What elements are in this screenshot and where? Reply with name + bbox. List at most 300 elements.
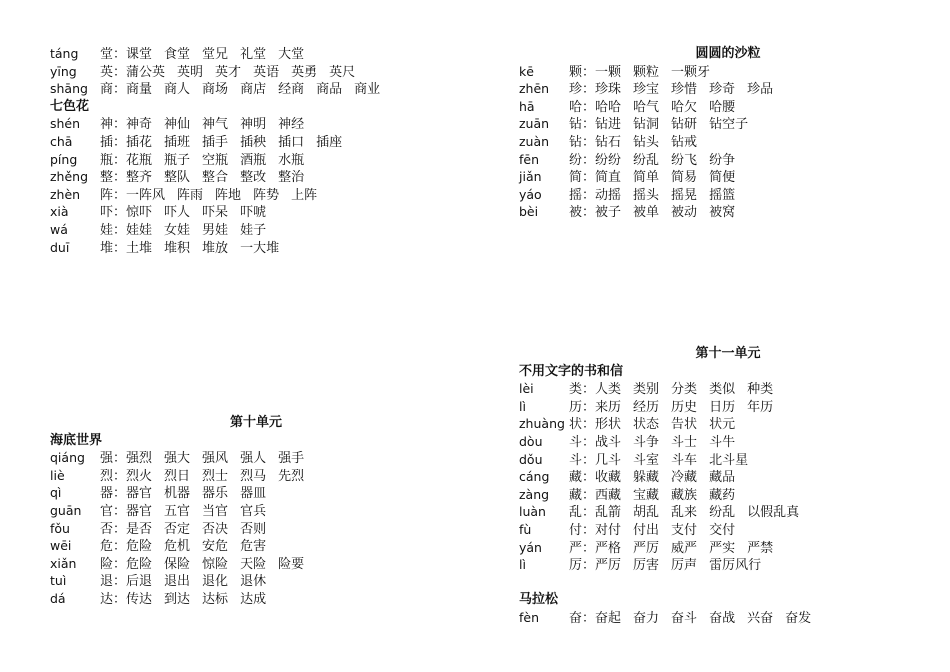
word: 钻石	[595, 134, 622, 150]
pinyin: jiǎn	[519, 169, 542, 185]
left-top-list	[50, 45, 470, 98]
word: 斗争	[633, 434, 660, 450]
pinyin: yīng	[50, 63, 77, 79]
vocab-line	[519, 503, 939, 521]
word: 珍品	[747, 82, 774, 98]
word: 一大堆	[240, 240, 280, 256]
vocab-line	[50, 186, 470, 204]
word: 上阵	[291, 187, 318, 203]
word: 来历	[595, 399, 622, 415]
character: 藏：	[569, 487, 596, 503]
character: 严：	[569, 540, 596, 556]
character: 英：	[100, 64, 127, 80]
word: 达成	[240, 591, 267, 607]
vocab-line	[519, 98, 939, 116]
word: 收藏	[595, 470, 622, 486]
vocab-line	[519, 433, 939, 451]
word: 奋发	[785, 610, 812, 626]
word: 蒲公英	[126, 64, 166, 80]
right-column-lower	[519, 345, 939, 627]
pinyin: duī	[50, 239, 70, 255]
character: 瓶：	[100, 152, 127, 168]
word: 种类	[747, 382, 774, 398]
vocab-line	[50, 502, 470, 520]
vocab-line	[50, 239, 470, 257]
word: 严格	[595, 540, 622, 556]
word: 纷争	[709, 152, 736, 168]
vocab-line	[50, 449, 470, 467]
word: 一颗牙	[671, 64, 711, 80]
word: 战斗	[595, 434, 622, 450]
word: 躲藏	[633, 470, 660, 486]
word: 食堂	[164, 47, 191, 62]
word: 惊吓	[126, 205, 153, 221]
vocab-line	[519, 609, 939, 627]
word: 器乐	[202, 486, 229, 502]
word: 英语	[253, 64, 280, 80]
word: 胡乱	[633, 505, 660, 521]
word: 厉害	[633, 558, 660, 574]
lesson-malasong-list	[519, 609, 939, 627]
word: 纷乱	[633, 152, 660, 168]
pinyin: fèn	[519, 609, 540, 625]
word: 英明	[177, 64, 204, 80]
word: 英尺	[329, 64, 356, 80]
vocab-line	[50, 572, 470, 590]
word: 烈士	[202, 468, 229, 484]
vocab-line	[519, 115, 939, 133]
word: 整合	[202, 170, 229, 186]
word: 吓唬	[240, 205, 267, 221]
word: 钻研	[671, 117, 698, 133]
word: 奋力	[633, 610, 660, 626]
word: 先烈	[278, 468, 305, 484]
word: 经商	[278, 82, 305, 98]
word: 状态	[633, 417, 660, 433]
word: 乱箭	[595, 505, 622, 521]
word: 纷乱	[709, 505, 736, 521]
word: 堂兄	[202, 47, 229, 62]
lesson-shuhexin-list	[519, 380, 939, 574]
word: 强风	[202, 451, 229, 467]
vocab-line	[519, 168, 939, 186]
word: 简单	[633, 170, 660, 186]
word: 交付	[709, 522, 736, 538]
character: 纷：	[569, 152, 596, 168]
vocab-line	[50, 80, 470, 98]
lesson-title-haidi: 海底世界	[50, 432, 103, 448]
word: 机器	[164, 486, 191, 502]
word: 器官	[126, 486, 153, 502]
word: 强烈	[126, 451, 153, 467]
lesson-shali-list	[519, 63, 939, 221]
word: 告状	[671, 417, 698, 433]
word: 人类	[595, 382, 622, 398]
vocab-line	[50, 467, 470, 485]
character: 达：	[100, 591, 127, 607]
pinyin: zhuàng	[519, 416, 565, 432]
character: 历：	[569, 399, 596, 415]
pinyin: qì	[50, 485, 62, 501]
word: 课堂	[126, 47, 153, 62]
word: 水瓶	[278, 152, 305, 168]
word: 纷纷	[595, 152, 622, 168]
word: 到达	[164, 591, 191, 607]
spacer	[519, 574, 939, 592]
word: 被动	[671, 205, 698, 221]
word: 退化	[202, 574, 229, 590]
word: 险要	[278, 556, 305, 572]
word: 商店	[240, 82, 267, 98]
word: 一阵风	[126, 187, 166, 203]
pinyin: bèi	[519, 204, 539, 220]
word: 类别	[633, 382, 660, 398]
word: 整队	[164, 170, 191, 186]
word: 神仙	[164, 117, 191, 133]
word: 堆积	[164, 240, 191, 256]
vocab-line	[519, 415, 939, 433]
word: 简便	[709, 170, 736, 186]
word: 插口	[278, 134, 305, 150]
word: 吓呆	[202, 205, 229, 221]
pinyin: dòu	[519, 433, 543, 449]
word: 男娃	[202, 222, 229, 238]
word: 西藏	[595, 487, 622, 503]
word: 神奇	[126, 117, 153, 133]
word: 插班	[164, 134, 191, 150]
word: 被单	[633, 205, 660, 221]
word: 整齐	[126, 170, 153, 186]
pinyin: zhēn	[519, 81, 550, 97]
pinyin: shén	[50, 116, 81, 132]
word: 类似	[709, 382, 736, 398]
character: 烈：	[100, 468, 127, 484]
word: 整治	[278, 170, 305, 186]
pinyin: zhèn	[50, 186, 81, 202]
word: 以假乱真	[747, 505, 800, 521]
vocab-line	[519, 63, 939, 81]
pinyin: táng	[50, 46, 79, 61]
vocab-line	[50, 45, 470, 63]
word: 冷藏	[671, 470, 698, 486]
word: 天险	[240, 556, 267, 572]
character: 强：	[100, 451, 127, 467]
vocab-line	[50, 133, 470, 151]
word: 珍珠	[595, 82, 622, 98]
word: 斗车	[671, 452, 698, 468]
character: 插：	[100, 134, 127, 150]
word: 商量	[126, 82, 153, 98]
word: 插座	[316, 134, 343, 150]
word: 神经	[278, 117, 305, 133]
word: 藏药	[709, 487, 736, 503]
character: 付：	[569, 522, 596, 538]
pinyin: lì	[519, 398, 526, 414]
word: 危害	[240, 539, 267, 555]
word: 珍奇	[709, 82, 736, 98]
word: 奋战	[709, 610, 736, 626]
lesson-title-qisehua: 七色花	[50, 98, 90, 114]
pinyin: dá	[50, 590, 66, 606]
word: 钻空子	[709, 117, 749, 133]
word: 付出	[633, 522, 660, 538]
word: 商人	[164, 82, 191, 98]
word: 几斗	[595, 452, 622, 468]
word: 简直	[595, 170, 622, 186]
word: 分类	[671, 382, 698, 398]
vocab-line	[50, 590, 470, 608]
word: 强人	[240, 451, 267, 467]
vocab-line	[519, 468, 939, 486]
vocab-line	[519, 539, 939, 557]
character: 商：	[100, 82, 127, 98]
lesson-qisehua-list	[50, 115, 470, 256]
word: 后退	[126, 574, 153, 590]
word: 颗粒	[633, 64, 660, 80]
character: 险：	[100, 556, 127, 572]
word: 珍宝	[633, 82, 660, 98]
pinyin: yán	[519, 539, 542, 555]
word: 藏品	[709, 470, 736, 486]
word: 器官	[126, 503, 153, 519]
word: 否决	[202, 521, 229, 537]
word: 是否	[126, 521, 153, 537]
word: 摇头	[633, 187, 660, 203]
word: 藏族	[671, 487, 698, 503]
character: 类：	[569, 382, 596, 398]
vocab-line	[50, 63, 470, 81]
word: 严禁	[747, 540, 774, 556]
vocab-line	[519, 521, 939, 539]
character: 简：	[569, 170, 596, 186]
word: 商业	[354, 82, 381, 98]
word: 商场	[202, 82, 229, 98]
word: 礼堂	[240, 47, 267, 62]
word: 退出	[164, 574, 191, 590]
pinyin: fù	[519, 521, 532, 537]
word: 器皿	[240, 486, 267, 502]
word: 厉声	[671, 558, 698, 574]
word: 哈哈	[595, 99, 622, 115]
word: 安危	[202, 539, 229, 555]
word: 被窝	[709, 205, 736, 221]
pinyin: zhěng	[50, 169, 89, 185]
pinyin: zuān	[519, 116, 550, 132]
vocab-line	[50, 484, 470, 502]
word: 宝藏	[633, 487, 660, 503]
pinyin: xiǎn	[50, 555, 77, 571]
pinyin: fǒu	[50, 520, 70, 536]
word: 否则	[240, 521, 267, 537]
word: 摇篮	[709, 187, 736, 203]
word: 烈日	[164, 468, 191, 484]
pinyin: wá	[50, 221, 68, 237]
character: 否：	[100, 521, 127, 537]
pinyin: shāng	[50, 81, 88, 97]
word: 状元	[709, 417, 736, 433]
word: 钻进	[595, 117, 622, 133]
word: 奋起	[595, 610, 622, 626]
word: 被子	[595, 205, 622, 221]
word: 北斗星	[709, 452, 749, 468]
right-column	[519, 45, 939, 221]
word: 插花	[126, 134, 153, 150]
lesson-haidi-list	[50, 449, 470, 607]
word: 钻头	[633, 134, 660, 150]
pinyin: lì	[519, 557, 526, 573]
character: 娃：	[100, 222, 127, 238]
left-column	[50, 45, 470, 256]
pinyin: cáng	[519, 469, 550, 485]
word: 插秧	[240, 134, 267, 150]
pinyin: liè	[50, 467, 65, 483]
word: 五官	[164, 503, 191, 519]
word: 纷飞	[671, 152, 698, 168]
pinyin: zàng	[519, 486, 550, 502]
pinyin: zuàn	[519, 133, 550, 149]
pinyin: kē	[519, 63, 534, 79]
vocab-line	[519, 203, 939, 221]
word: 官兵	[240, 503, 267, 519]
word: 危机	[164, 539, 191, 555]
word: 酒瓶	[240, 152, 267, 168]
word: 神明	[240, 117, 267, 133]
word: 历史	[671, 399, 698, 415]
word: 否定	[164, 521, 191, 537]
word: 哈欠	[671, 99, 698, 115]
vocab-line	[519, 186, 939, 204]
word: 商品	[316, 82, 343, 98]
lesson-title-shali: 圆圆的沙粒	[695, 46, 761, 61]
lesson-title-malasong: 马拉松	[519, 592, 559, 608]
vocab-line	[519, 486, 939, 504]
character: 官：	[100, 503, 127, 519]
word: 支付	[671, 522, 698, 538]
vocab-line	[50, 151, 470, 169]
word: 斗牛	[709, 434, 736, 450]
pinyin: chā	[50, 133, 73, 149]
word: 花瓶	[126, 152, 153, 168]
pinyin: yáo	[519, 186, 542, 202]
word: 退休	[240, 574, 267, 590]
pinyin: dǒu	[519, 451, 543, 467]
word: 烈火	[126, 468, 153, 484]
unit-11-title: 第十一单元	[695, 346, 761, 361]
vocab-line	[519, 556, 939, 574]
word: 斗室	[633, 452, 660, 468]
word: 严实	[709, 540, 736, 556]
character: 危：	[100, 539, 127, 555]
character: 神：	[100, 117, 127, 133]
pinyin: lèi	[519, 381, 534, 397]
word: 大堂	[278, 47, 305, 62]
word: 简易	[671, 170, 698, 186]
vocab-line	[519, 133, 939, 151]
character: 堂：	[100, 47, 127, 62]
word: 强手	[278, 451, 305, 467]
character: 厉：	[569, 558, 596, 574]
word: 英才	[215, 64, 242, 80]
character: 钻：	[569, 134, 596, 150]
word: 对付	[595, 522, 622, 538]
vocab-line	[50, 168, 470, 186]
vocab-line	[50, 221, 470, 239]
word: 奋斗	[671, 610, 698, 626]
character: 退：	[100, 574, 127, 590]
word: 严厉	[595, 558, 622, 574]
word: 威严	[671, 540, 698, 556]
word: 危险	[126, 556, 153, 572]
character: 摇：	[569, 187, 596, 203]
character: 斗：	[569, 452, 596, 468]
pinyin: tuì	[50, 573, 67, 589]
word: 惊险	[202, 556, 229, 572]
word: 乱来	[671, 505, 698, 521]
word: 插手	[202, 134, 229, 150]
vocab-line	[519, 80, 939, 98]
character: 堆：	[100, 240, 127, 256]
pinyin: luàn	[519, 504, 546, 520]
word: 珍惜	[671, 82, 698, 98]
character: 颗：	[569, 64, 596, 80]
vocab-line	[519, 151, 939, 169]
word: 吓人	[164, 205, 191, 221]
word: 空瓶	[202, 152, 229, 168]
word: 娃娃	[126, 222, 153, 238]
word: 斗士	[671, 434, 698, 450]
word: 烈马	[240, 468, 267, 484]
character: 被：	[569, 205, 596, 221]
word: 阵势	[253, 187, 280, 203]
word: 危险	[126, 539, 153, 555]
word: 整改	[240, 170, 267, 186]
word: 哈气	[633, 99, 660, 115]
character: 阵：	[100, 187, 127, 203]
lesson-title-shuhexin: 不用文字的书和信	[519, 363, 624, 379]
word: 雷厉风行	[709, 558, 762, 574]
word: 阵地	[215, 187, 242, 203]
word: 年历	[747, 399, 774, 415]
word: 兴奋	[747, 610, 774, 626]
character: 斗：	[569, 434, 596, 450]
word: 保险	[164, 556, 191, 572]
word: 堆放	[202, 240, 229, 256]
vocab-line	[519, 398, 939, 416]
word: 当官	[202, 503, 229, 519]
word: 女娃	[164, 222, 191, 238]
character: 哈：	[569, 99, 596, 115]
left-column-lower	[50, 414, 470, 608]
character: 整：	[100, 170, 127, 186]
word: 形状	[595, 417, 622, 433]
character: 奋：	[569, 610, 596, 626]
word: 钻戒	[671, 134, 698, 150]
vocab-line	[50, 520, 470, 538]
unit-10-title: 第十单元	[229, 415, 282, 430]
character: 器：	[100, 486, 127, 502]
pinyin: wēi	[50, 538, 72, 554]
word: 严厉	[633, 540, 660, 556]
vocab-line	[519, 451, 939, 469]
pinyin: fēn	[519, 151, 540, 167]
word: 娃子	[240, 222, 267, 238]
word: 经历	[633, 399, 660, 415]
word: 达标	[202, 591, 229, 607]
pinyin: qiáng	[50, 450, 85, 466]
word: 阵雨	[177, 187, 204, 203]
pinyin: hā	[519, 98, 535, 114]
word: 摇晃	[671, 187, 698, 203]
